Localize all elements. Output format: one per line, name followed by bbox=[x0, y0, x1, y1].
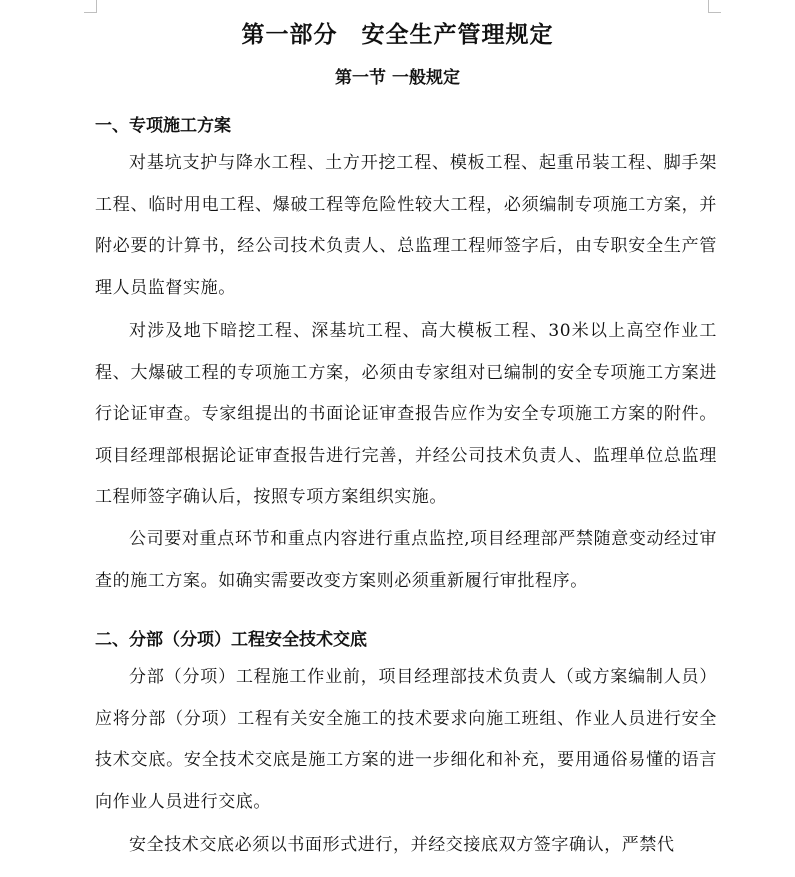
document-title: 第一部分 安全生产管理规定 bbox=[241, 21, 554, 48]
paragraph-2: 对涉及地下暗挖工程、深基坑工程、高大模板工程、30米以上高空作业工程、大爆破工程的专项施工方案，必须由专家组对已编制的安全专项施工方案进行论证审查。专家组提出的书面论证审查报告应作为安全专项施工方案的附件。项目经理部根据论证审查报告进行完善，并经公司技术负责人、监理单位总监理工程师签字确认后，按照专项方案组织实施。 bbox=[95, 321, 717, 508]
crop-mark-top-right bbox=[708, 0, 721, 13]
paragraph-4: 分部（分项）工程施工作业前，项目经理部技术负责人（或方案编制人员）应将分部（分项）工程有关安全施工的技术要求向施工班组、作业人员进行安全技术交底。安全技术交底是施工方案的进一步细化和补充，要用通俗易懂的语言向作业人员进行交底。 bbox=[95, 667, 717, 812]
section-subtitle: 第一节 一般规定 bbox=[335, 68, 460, 88]
heading-special-construction-plan: 一、专项施工方案 bbox=[95, 116, 231, 136]
heading-safety-technical-briefing: 二、分部（分项）工程安全技术交底 bbox=[95, 630, 367, 650]
paragraph-3: 公司要对重点环节和重点内容进行重点监控,项目经理部严禁随意变动经过审查的施工方案。如确实需要改变方案则必须重新履行审批程序。 bbox=[95, 529, 717, 591]
paragraph-5: 安全技术交底必须以书面形式进行，并经交接底双方签字确认，严禁代 bbox=[129, 835, 675, 855]
crop-mark-top-left bbox=[84, 0, 97, 13]
paragraph-1: 对基坑支护与降水工程、土方开挖工程、模板工程、起重吊装工程、脚手架工程、临时用电工程、爆破工程等危险性较大工程，必须编制专项施工方案，并附必要的计算书，经公司技术负责人、总监理工程师签字后，由专职安全生产管理人员监督实施。 bbox=[95, 153, 717, 298]
